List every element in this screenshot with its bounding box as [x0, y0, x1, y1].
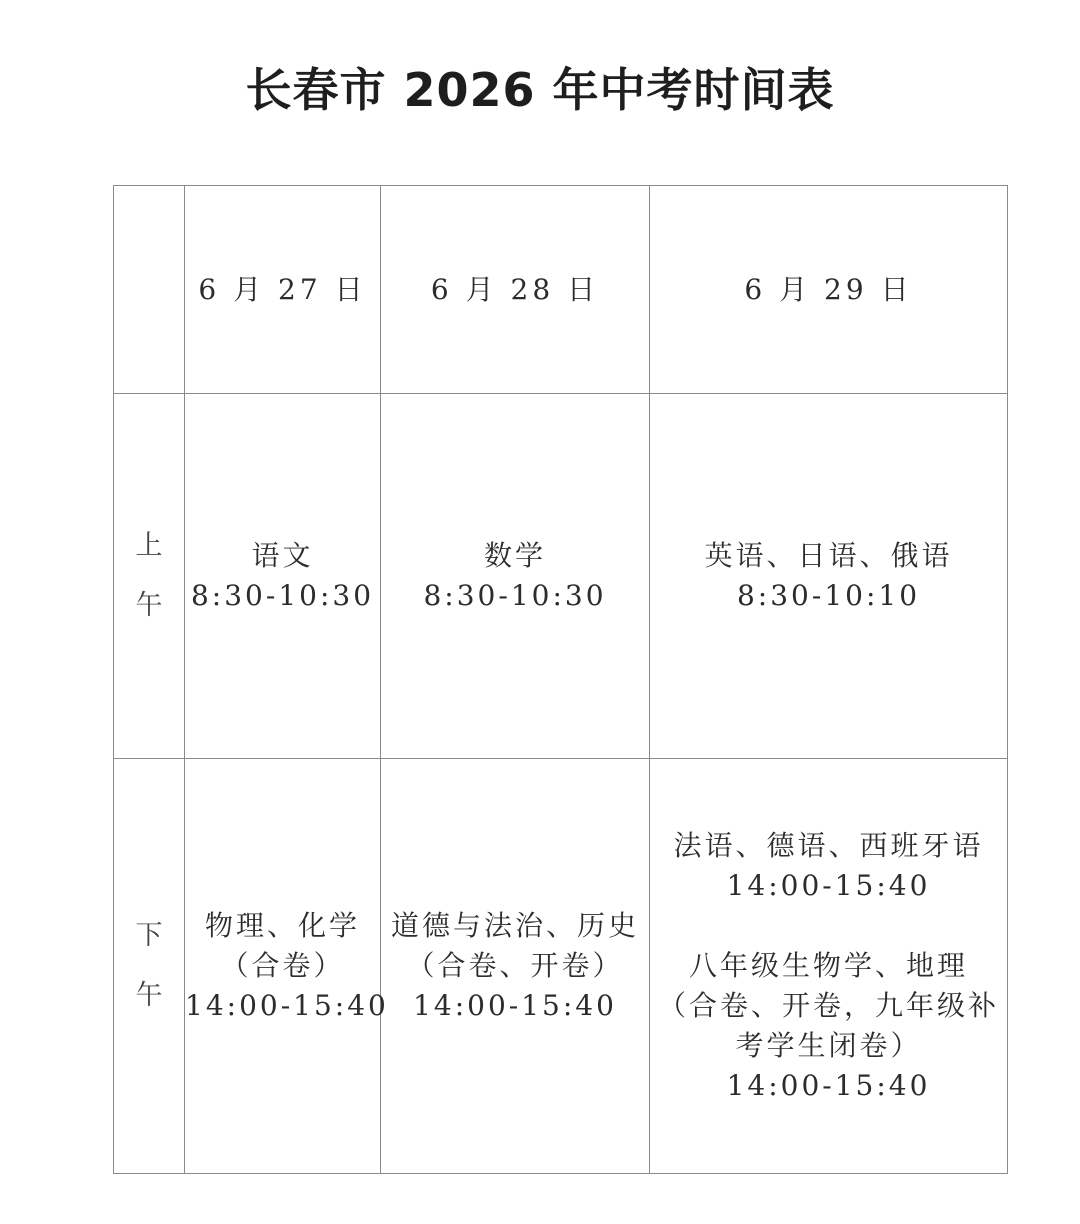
page-title: 长春市 2026 年中考时间表: [245, 63, 835, 117]
time-range: 14:00-15:40: [726, 869, 931, 902]
date-label: 6 月 29 日: [744, 272, 913, 306]
morning-cell-27: [185, 394, 381, 759]
subject: 八年级生物学、地理: [688, 949, 968, 982]
time-range: 14:00-15:40: [413, 989, 617, 1022]
morning-row: [114, 394, 1008, 759]
afternoon-label-cell: [114, 759, 185, 1174]
time-range: 14:00-15:40: [726, 1069, 931, 1102]
afternoon-row: [114, 759, 1008, 1174]
afternoon-cell-27: [185, 759, 389, 1174]
spacer: [650, 906, 1007, 946]
header-row: [114, 186, 1008, 394]
afternoon-cell-28: [381, 759, 650, 1174]
time-range: 8:30-10:30: [423, 579, 607, 612]
exam-schedule-table: [113, 185, 1008, 1174]
date-label: 6 月 28 日: [430, 272, 600, 306]
date-header-27: [185, 186, 381, 394]
exam-note: （合卷、开卷，九年级补: [657, 989, 999, 1022]
subject: 物理、化学: [204, 909, 360, 942]
morning-label-cell: [114, 394, 185, 759]
exam-note: （合卷）: [220, 949, 345, 982]
morning-cell-29: [650, 394, 1008, 759]
date-header-29: [650, 186, 1008, 394]
subject: 语文: [251, 539, 314, 572]
exam-note: 考学生闭卷）: [735, 1029, 922, 1062]
subject: 道德与法治、历史: [390, 909, 639, 942]
exam-note: （合卷、开卷）: [406, 949, 624, 982]
date-label: 6 月 27 日: [198, 272, 367, 306]
subject: 数学: [483, 539, 546, 572]
time-range: 14:00-15:40: [185, 989, 389, 1022]
afternoon-label: 下午: [135, 920, 163, 1011]
afternoon-cell-29: [650, 759, 1008, 1174]
morning-cell-28: [381, 394, 650, 759]
time-range: 8:30-10:10: [736, 579, 921, 612]
corner-cell: [114, 186, 185, 394]
time-range: 8:30-10:30: [190, 579, 375, 612]
subject: 法语、德语、西班牙语: [673, 829, 984, 862]
subject: 英语、日语、俄语: [704, 539, 953, 572]
morning-label: 上午: [135, 530, 163, 621]
date-header-28: [381, 186, 650, 394]
